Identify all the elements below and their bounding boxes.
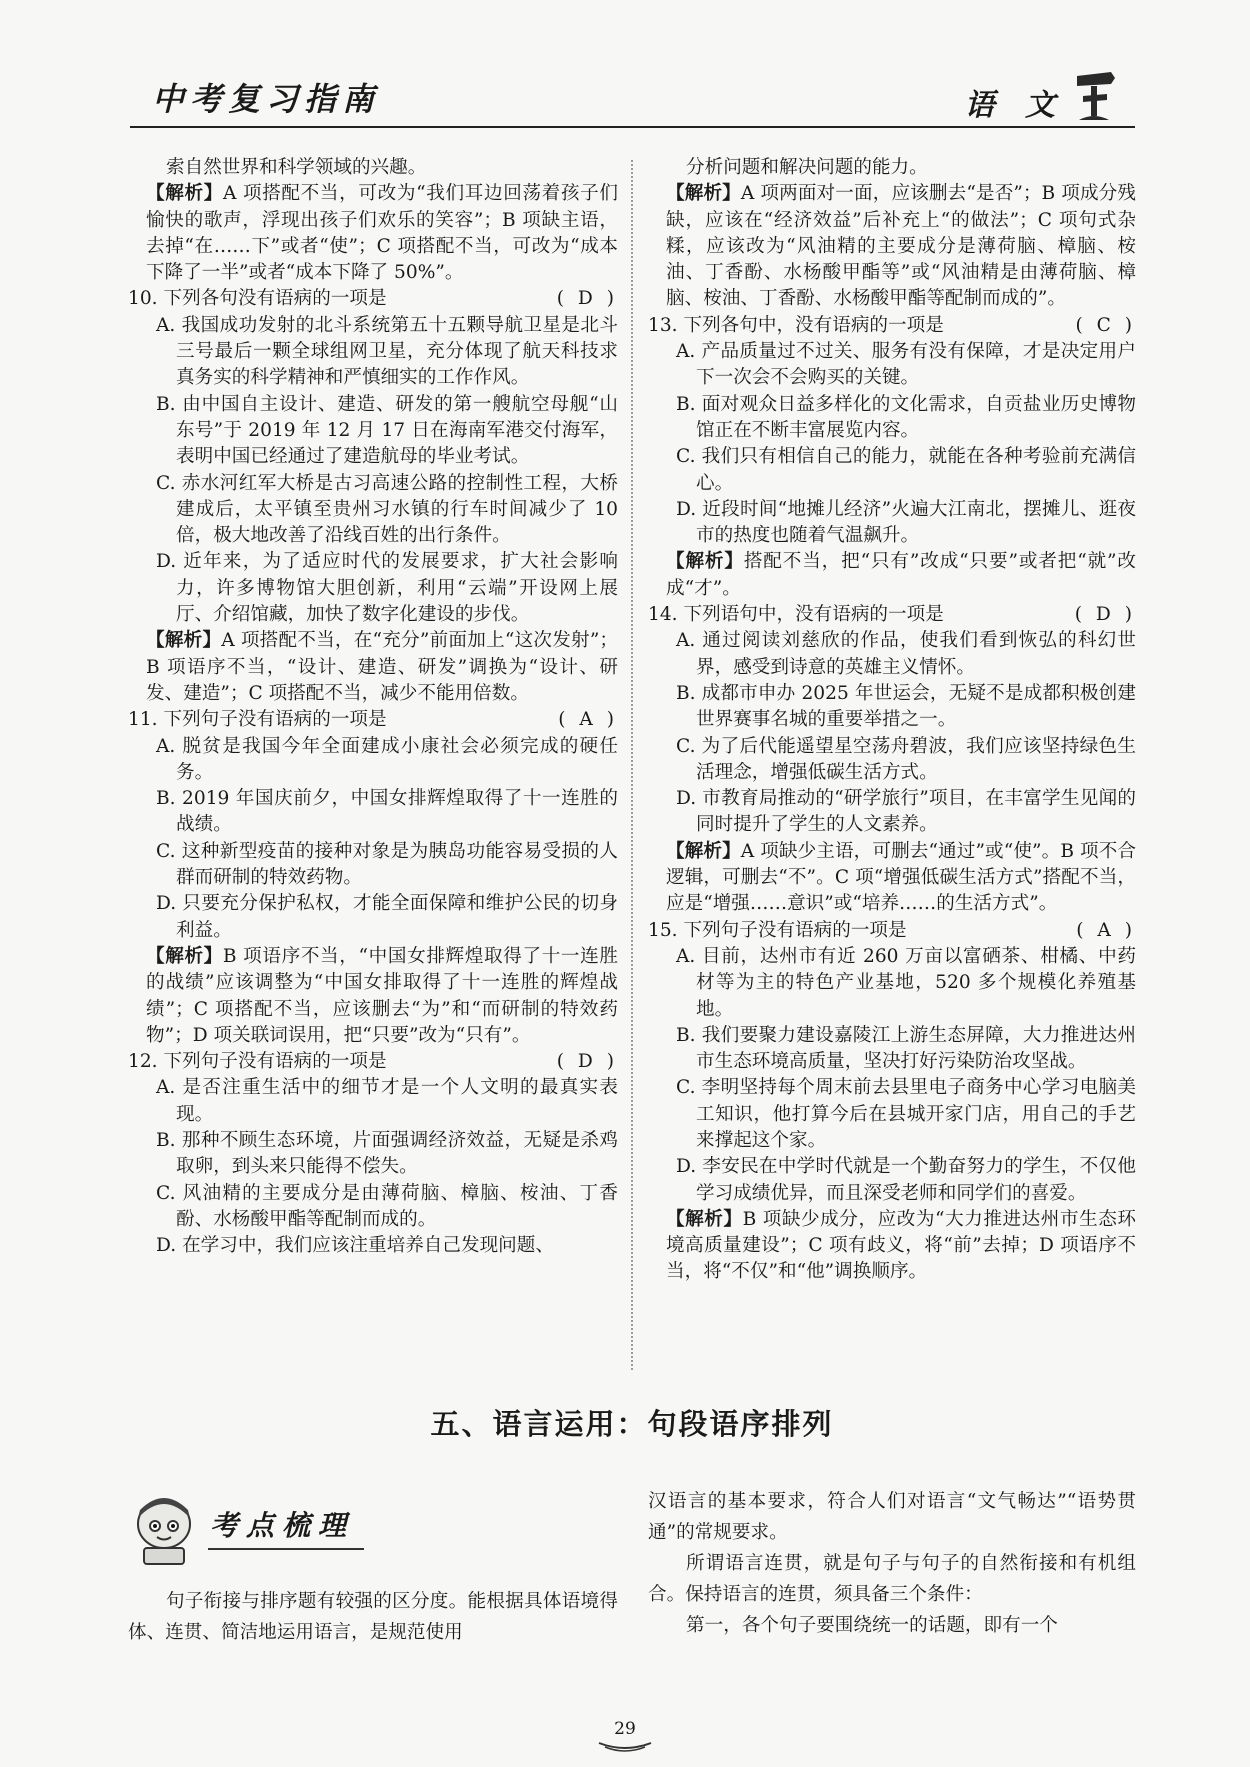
- question-stem: 10. 下列各句没有语病的一项是: [128, 288, 387, 310]
- analysis-text: 搭配不当，把“只有”改成“只要”或者把“就”改成“才”。: [666, 551, 1136, 599]
- analysis-tag: 【解析】: [666, 840, 741, 862]
- question-stem: 14. 下列语句中，没有语病的一项是: [648, 604, 944, 626]
- analysis-tag: 【解析】: [146, 630, 222, 652]
- analysis-11: [128, 944, 618, 1049]
- analysis-text: A 项两面对一面，应该删去“是否”；B 项成分残缺，应该在“经济效益”后补充上“的做法”；C 项句式杂糅，应该改为“风油精的主要成分是薄荷脑、樟脑、桉油、丁香酚、水杨酸甲酯等”或“风油精是由薄荷脑、樟脑、桉油、丁香酚、水杨酸甲酯等配制而成的”。: [666, 183, 1136, 310]
- question-stem: 11. 下列句子没有语病的一项是: [128, 709, 387, 731]
- analysis-tag: 【解析】: [146, 183, 223, 205]
- analysis-12: [648, 181, 1136, 312]
- analysis-text: A 项缺少主语，可删去“通过”或“使”。B 项不合逻辑，可删去“不”。C 项“增强低碳生活方式”搭配不当，应是“增强……意识”或“培养……的生活方式”。: [666, 840, 1136, 915]
- book-title: 中考复习指南: [152, 80, 381, 118]
- question-12: [128, 1049, 618, 1075]
- option-b: B. 由中国自主设计、建造、研发的第一艘航空母舰“山东号”于 2019 年 12 月 17 日在海南军港交付海军，表明中国已经通过了建造航母的毕业考试。: [156, 393, 618, 468]
- student-mascot-icon: [130, 1490, 202, 1566]
- signpost-icon: [1071, 66, 1117, 124]
- option-b: B. 面对观众日益多样化的文化需求，自贡盐业历史博物馆正在不断丰富展览内容。: [676, 393, 1136, 441]
- option-b: B. 那种不顾生态环境，片面强调经济效益，无疑是杀鸡取卵，到头来只能得不偿失。: [156, 1129, 618, 1178]
- column-divider: [631, 160, 633, 1370]
- question-11: [128, 707, 618, 733]
- kaodian-title: 考点梳理: [210, 1509, 355, 1542]
- analysis-tag: 【解析】: [666, 183, 741, 205]
- question-stem: 12. 下列句子没有语病的一项是: [128, 1051, 387, 1073]
- analysis-13: [648, 549, 1136, 602]
- page-number-text: 29: [614, 1719, 636, 1739]
- option-a: A. 是否注重生活中的细节才是一个人文明的最真实表现。: [156, 1077, 618, 1125]
- option-a: A. 脱贫是我国今年全面建成小康社会必须完成的硬任务。: [156, 735, 618, 783]
- paragraph: 汉语言的基本要求，符合人们对语言“文气畅达”“语势贯通”的常规要求。: [648, 1491, 1136, 1543]
- option-c: C. 风油精的主要成分是由薄荷脑、樟脑、桉油、丁香酚、水杨酸甲酯等配制而成的。: [156, 1182, 618, 1230]
- paragraph: 句子衔接与排序题有较强的区分度。能根据具体语境得体、连贯、简洁地运用语言，是规范使用: [128, 1591, 618, 1643]
- option-c: C. 赤水河红军大桥是古习高速公路的控制性工程，大桥建成后，太平镇至贵州习水镇的行车时间减少了 10 倍，极大地改善了沿线百姓的出行条件。: [156, 472, 618, 547]
- question-15: [648, 918, 1136, 944]
- question-10: [128, 286, 618, 312]
- option-a: A. 通过阅读刘慈欣的作品，使我们看到恢弘的科幻世界，感受到诗意的英雄主义情怀。: [676, 630, 1136, 678]
- option-c: C. 我们只有相信自己的能力，就能在各种考验前充满信心。: [676, 446, 1136, 494]
- analysis-10: [128, 628, 618, 707]
- analysis-text: A 项搭配不当，在“充分”前面加上“这次发射”；B 项语序不当，“设计、建造、研发”调换为“设计、研发、建造”；C 项搭配不当，减少不能用倍数。: [146, 630, 618, 704]
- option-d: D. 近段时间“地摊儿经济”火遍大江南北，摆摊儿、逛夜市的热度也随着气温飙升。: [676, 498, 1136, 547]
- question-14: [648, 602, 1136, 628]
- option-a: A. 我国成功发射的北斗系统第五十五颗导航卫星是北斗三号最后一颗全球组网卫星，充分体现了航天科技求真务实的科学精神和严慎细实的工作作风。: [156, 314, 618, 389]
- answer-mark: ( A ): [1076, 919, 1136, 941]
- analysis-14: [648, 839, 1136, 918]
- answer-mark: ( D ): [1074, 604, 1136, 626]
- answer-mark: ( D ): [556, 1051, 618, 1073]
- kaodian-left-text: [128, 1586, 618, 1648]
- analysis-tag: 【解析】: [666, 1208, 743, 1230]
- answer-mark: ( D ): [556, 288, 618, 310]
- option-b: B. 我们要聚力建设嘉陵江上游生态屏障，大力推进达州市生态环境高质量，坚决打好污染防治攻坚战。: [676, 1024, 1136, 1073]
- section-title: 五、语言运用：句段语序排列: [430, 1407, 834, 1441]
- analysis-text: A 项搭配不当，可改为“我们耳边回荡着孩子们愉快的歌声，浮现出孩子们欢乐的笑容”；B 项缺主语，去掉“在……下”或者“使”；C 项搭配不当，可改为“成本下降了一半”或者“成本下降了 50%”。: [146, 183, 618, 284]
- option-d: D. 近年来，为了适应时代的发展要求，扩大社会影响力，许多博物馆大胆创新，利用“云端”开设网上展厅、介绍馆藏，加快了数字化建设的步伐。: [156, 551, 618, 626]
- header-rule: [130, 126, 1135, 128]
- subject-label: 语 文: [964, 88, 1065, 123]
- option-b: B. 2019 年国庆前夕，中国女排辉煌取得了十一连胜的战绩。: [156, 788, 618, 836]
- left-column: [128, 155, 618, 1259]
- option-a: A. 目前，达州市有近 260 万亩以富硒茶、柑橘、中药材等为主的特色产业基地，520 多个规模化养殖基地。: [676, 945, 1136, 1020]
- page-number: [595, 1713, 655, 1753]
- option-c: C. 李明坚持每个周末前去县里电子商务中心学习电脑美工知识，他打算今后在县城开家门店，用自己的手艺来撑起这个家。: [676, 1077, 1136, 1151]
- paragraph: 第一，各个句子要围绕统一的话题，即有一个: [686, 1615, 1058, 1636]
- analysis-tag: 【解析】: [666, 551, 744, 573]
- option-d: D. 市教育局推动的“研学旅行”项目，在丰富学生见闻的同时提升了学生的人文素养。: [676, 788, 1136, 836]
- kaodian-heading: [130, 1490, 370, 1566]
- analysis-9: [128, 181, 618, 286]
- right-column: [648, 155, 1136, 1286]
- question-13: [648, 313, 1136, 339]
- option-d: D. 在学习中，我们应该注重培养自己发现问题、: [156, 1235, 554, 1257]
- option-c: C. 这种新型疫苗的接种对象是为胰岛功能容易受损的人群而研制的特效药物。: [156, 840, 618, 889]
- kaodian-underline: [208, 1548, 364, 1550]
- question-stem: 15. 下列句子没有语病的一项是: [648, 919, 907, 941]
- analysis-15: [648, 1207, 1136, 1286]
- analysis-text: B 项语序不当，“中国女排辉煌取得了十一连胜的战绩”应该调整为“中国女排取得了十一连胜的辉煌战绩”；C 项搭配不当，应该删去“为”和“而研制的特效药物”；D 项关联词误用，把“只要”改为“只有”。: [146, 945, 618, 1046]
- option-a: A. 产品质量过不过关、服务有没有保障，才是决定用户下一次会不会购买的关键。: [676, 341, 1136, 389]
- option-c: C. 为了后代能遥望星空荡舟碧波，我们应该坚持绿色生活理念，增强低碳生活方式。: [676, 735, 1136, 783]
- page-header: [130, 72, 1135, 128]
- option-d: D. 只要充分保护私权，才能全面保障和维护公民的切身利益。: [156, 893, 618, 941]
- option-b: B. 成都市申办 2025 年世运会，无疑不是成都积极创建世界赛事名城的重要举措之一。: [676, 682, 1136, 731]
- answer-mark: ( A ): [558, 709, 618, 731]
- analysis-text: B 项缺少成分，应改为“大力推进达州市生态环境高质量建设”；C 项有歧义，将“前”去掉；D 项语序不当，将“不仅”和“他”调换顺序。: [666, 1208, 1136, 1283]
- answer-mark: ( C ): [1075, 314, 1136, 336]
- question-stem: 13. 下列各句中，没有语病的一项是: [648, 314, 944, 336]
- option-d: D. 李安民在中学时代就是一个勤奋努力的学生，不仅他学习成绩优异，而且深受老师和同学们的喜爱。: [676, 1156, 1136, 1204]
- continued-text: 分析问题和解决问题的能力。: [686, 157, 928, 178]
- paragraph: 所谓语言连贯，就是句子与句子的自然衔接和有机组合。保持语言的连贯，须具备三个条件：: [648, 1553, 1136, 1605]
- continued-text: 索自然世界和科学领域的兴趣。: [166, 157, 427, 178]
- kaodian-right-text: [648, 1486, 1136, 1641]
- analysis-tag: 【解析】: [146, 945, 223, 967]
